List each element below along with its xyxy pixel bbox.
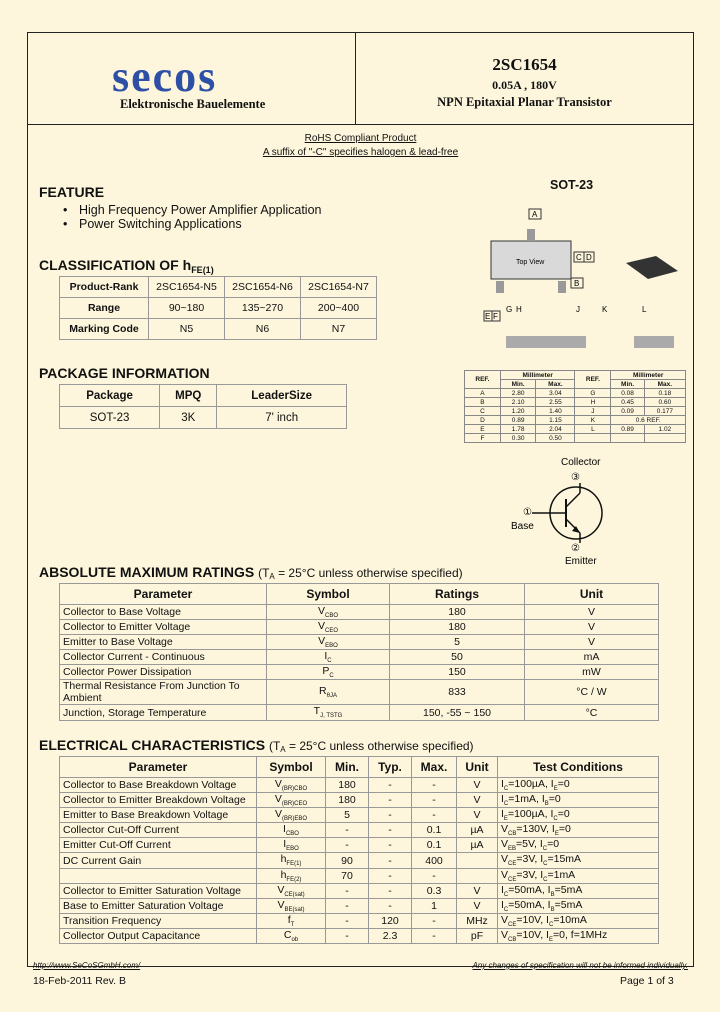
feature-title: FEATURE <box>39 184 105 200</box>
svg-text:Emitter: Emitter <box>565 556 597 567</box>
header <box>28 33 693 125</box>
svg-text:E: E <box>485 312 491 321</box>
footer-page: Page 1 of 3 <box>620 975 674 987</box>
elec-row: Collector to Emitter Breakdown Voltage $V_{(BR)CEO}$ 180 - - V $I_C=1mA$, $I_B=0$ <box>60 793 659 808</box>
package-label: SOT-23 <box>550 178 594 192</box>
feature-item: • High Frequency Power Amplifier Application <box>79 203 321 217</box>
suffix-note: A suffix of "-C" specifies halogen & lead-free <box>262 147 459 158</box>
elec-row: $h_{FE(2)}$ 70 - - $V_{CE}=3V$, $I_C=1mA$ <box>60 868 659 883</box>
elec-row: Transition Frequency $f_T$ - 120 - MHz $V_{CE}=10V$, $I_C=10mA$ <box>60 913 659 928</box>
svg-text:F: F <box>493 312 498 321</box>
elec-table: Parameter Symbol Min. Typ. Max. Unit Test Conditions Collector to Base Breakdown Voltage $V_{(BR)CBO}$ 180 - - V $I_C=100\mu A$, $I_E=0$ Collector to Emitter Breakdown Voltage $V_{(BR)CEO}$ 180 - - V $I_C=1mA$, $I_B=0$ Emitter to Base Breakdown Voltage $V_{(BR)EBO}$ 5 - - V $I_E=100\mu A$, $I_C=0$ Collector Cut-Off Current $I_{CBO}$ - - 0.1 µA $V_{CB}=130V$, $I_E=0$ Emitter Cut-Off Current $I_{EBO}$ - - 0.1 µA $V_{EB}=5V$, $I_C=0$ DC Current Gain $h_{FE(1)}$ 90 - 400 $V_{CE}=3V$, $I_C=15mA$ $h_{FE(2)}$ 70 - - $V_{CE}=3V$, $I_C=1mA$ Collector to Emitter Saturation Voltage $V_{CE(sat)}$ - - 0.3 V $I_C=50mA$, $I_B=5mA$ Base to Emitter Saturation Voltage $V_{BE(sat)}$ - - 1 V $I_C=50mA$, $I_B=5mA$ Transition Frequency $f_T$ - 120 - MHz $V_{CE}=10V$, $I_C=10mA$ Collector Output Capacitance $C_{ob}$ - 2.3 - pF $V_{CB}=10V$, $I_E=0$, f=1MHz <box>59 756 659 944</box>
package-outline-drawing <box>456 201 691 351</box>
svg-text:Top View: Top View <box>516 259 545 266</box>
svg-text:③: ③ <box>571 472 580 483</box>
logo: secos <box>112 52 218 101</box>
rating: 0.05A , 180V <box>492 78 557 92</box>
classification-title: CLASSIFICATION OF $h_{FE(1)}$ <box>39 257 214 275</box>
logo-subtitle: Elektronische Bauelemente <box>120 97 266 111</box>
part-number: 2SC1654 <box>492 55 557 74</box>
elec-row: Base to Emitter Saturation Voltage $V_{BE(sat)}$ - - 1 V $I_C=50mA$, $I_B=5mA$ <box>60 898 659 913</box>
svg-text:Base: Base <box>511 521 534 532</box>
elec-row: Emitter Cut-Off Current $I_{EBO}$ - - 0.1 µA $V_{EB}=5V$, $I_C=0$ <box>60 838 659 853</box>
svg-text:L: L <box>642 305 647 314</box>
abs-max-table: Parameter Symbol Ratings Unit Collector to Base Voltage $V_{CBO}$ 180 V Collector to Emitter Voltage $V_{CEO}$ 180 V Emitter to Base Voltage $V_{EBO}$ 5 V Collector Current - Continuous $I_C$ 50 mA Collector Power Dissipation $P_C$ 150 mW Thermal Resistance From Junction To Ambient $R_{\theta JA}$ 833 °C / W Junction, Storage Temperature $T_{J, TSTG}$ 150, -55 ~ 150 °C <box>59 583 659 721</box>
datasheet-frame <box>27 32 694 970</box>
svg-text:G: G <box>506 305 513 314</box>
svg-text:①: ① <box>523 507 532 518</box>
svg-text:C: C <box>576 253 582 262</box>
elec-row: Collector to Base Breakdown Voltage $V_{(BR)CBO}$ 180 - - V $I_C=100\mu A$, $I_E=0$ <box>60 778 659 793</box>
svg-text:②: ② <box>571 543 580 554</box>
feature-item: • Power Switching Applications <box>79 217 242 231</box>
abs-max-title: ABSOLUTE MAXIMUM RATINGS (TA = 25°C unless otherwise specified) <box>39 564 463 581</box>
svg-text:J: J <box>576 305 580 314</box>
footer-url[interactable]: http://www.SeCoSGmbH.com/ <box>33 961 141 970</box>
svg-text:Collector: Collector <box>561 457 601 468</box>
elec-row: Emitter to Base Breakdown Voltage $V_{(BR)EBO}$ 5 - - V $I_E=100\mu A$, $I_C=0$ <box>60 808 659 823</box>
rohs-note: RoHS Compliant Product <box>304 133 417 144</box>
elec-row: DC Current Gain $h_{FE(1)}$ 90 - 400 $V_{CE}=3V$, $I_C=15mA$ <box>60 853 659 868</box>
svg-text:D: D <box>586 253 592 262</box>
elec-row: Collector Output Capacitance $C_{ob}$ - 2.3 - pF $V_{CB}=10V$, $I_E=0$, f=1MHz <box>60 928 659 943</box>
svg-text:A: A <box>532 210 538 219</box>
footer-notice: Any changes of specification will not be informed individually. <box>472 961 688 970</box>
package-info-title: PACKAGE INFORMATION <box>39 365 210 381</box>
classification-table: Product-Rank 2SC1654-N5 2SC1654-N6 2SC1654-N7 Range 90~180 135~270 200~400 Marking Code N5 N6 N7 <box>59 276 377 340</box>
dimension-table: REF. Millimeter REF. Millimeter Min. Max. Min. Max. A 2.80 3.04 G 0.08 0.18 B 2.10 2.55 H 0.45 0.60 C 1.20 1.40 J 0.09 0.177 D 0.89 1.15 K 0.6 REF. E 1.78 2.04 L 0.89 1.02 F 0.30 0.50 <box>464 370 686 443</box>
svg-text:K: K <box>602 305 608 314</box>
package-info-table: Package MPQ LeaderSize SOT-23 3K 7' inch <box>59 384 347 429</box>
transistor-symbol <box>488 453 628 573</box>
svg-text:H: H <box>516 305 522 314</box>
elec-row: Collector Cut-Off Current $I_{CBO}$ - - 0.1 µA $V_{CB}=130V$, $I_E=0$ <box>60 823 659 838</box>
elec-row: Collector to Emitter Saturation Voltage $V_{CE(sat)}$ - - 0.3 V $I_C=50mA$, $I_B=5mA$ <box>60 883 659 898</box>
svg-text:B: B <box>574 279 580 288</box>
elec-title: ELECTRICAL CHARACTERISTICS (TA = 25°C unless otherwise specified) <box>39 737 474 754</box>
description: NPN Epitaxial Planar Transistor <box>437 95 612 109</box>
footer-date: 18-Feb-2011 Rev. B <box>33 975 126 987</box>
